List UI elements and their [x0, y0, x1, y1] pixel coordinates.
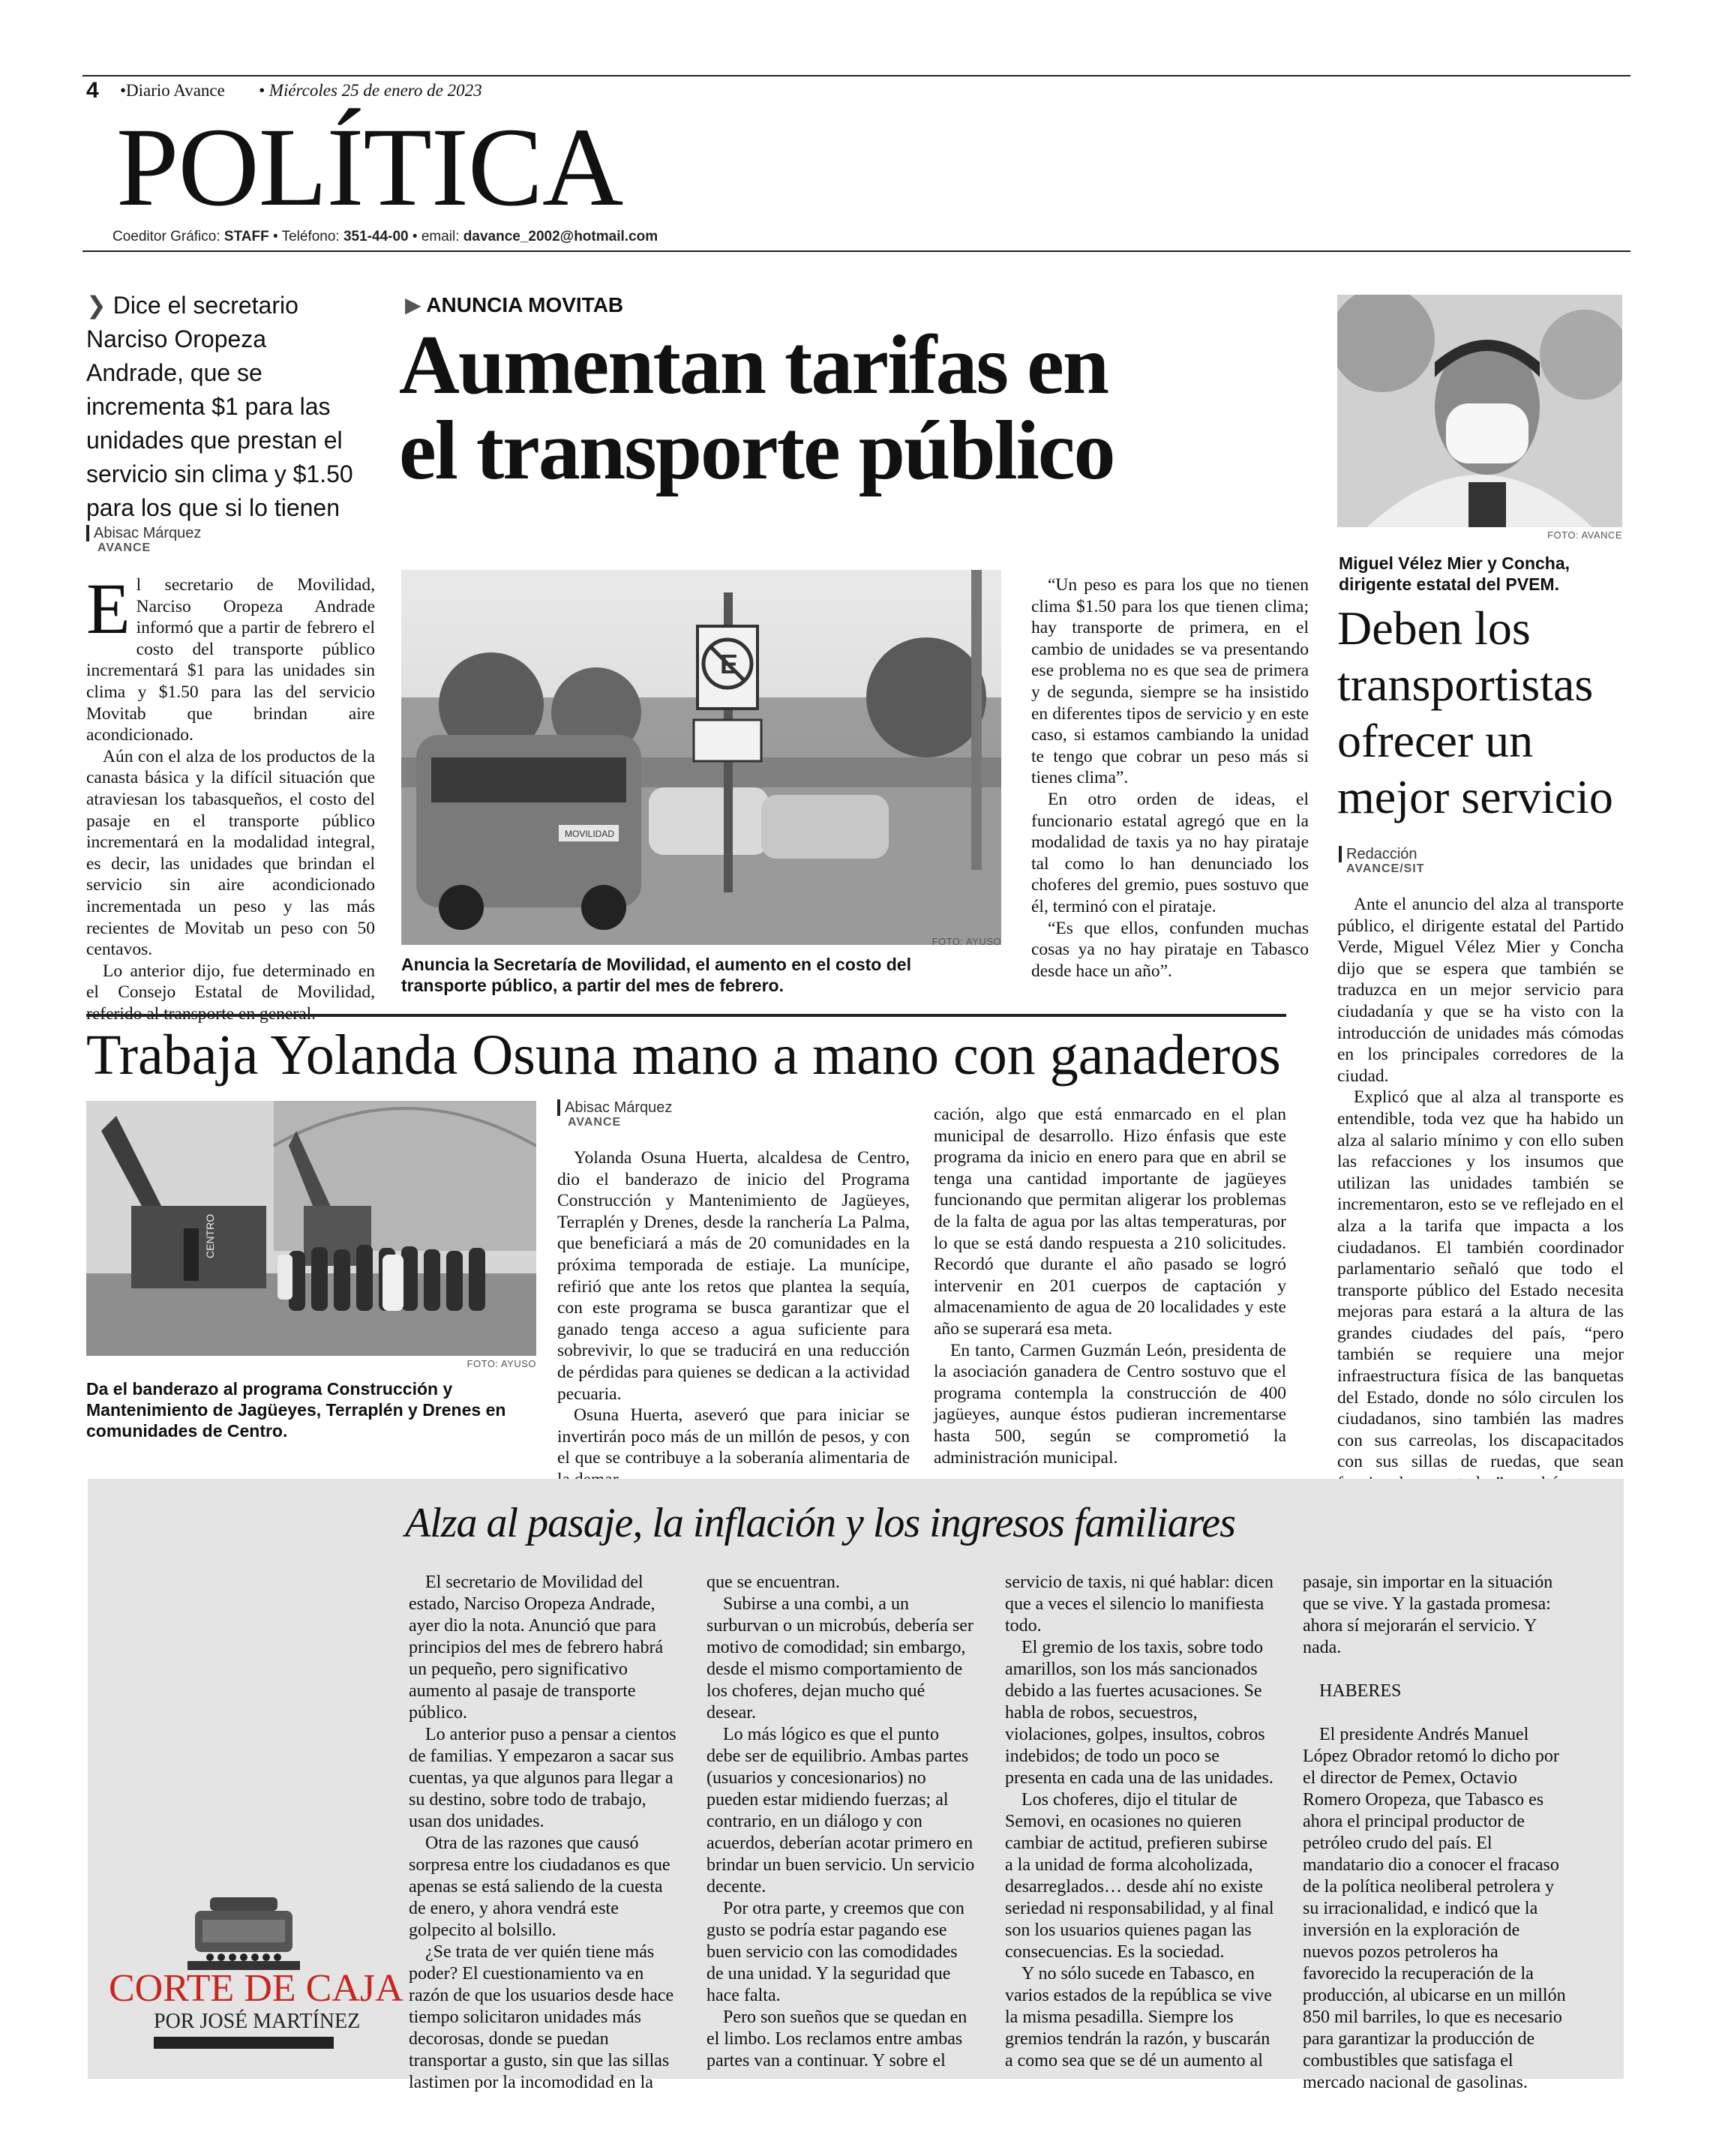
lead-summary: [86, 289, 364, 525]
op1-p2: Lo anterior puso a pensar a cientos de familias. Y empezaron a sacar sus cuentas, ya que algunos para llegar a su destino, sobre todo de trabajo, usan dos unidades.: [409, 1725, 676, 1831]
lead-col3-p2: En otro orden de ideas, el funcionario estatal agregó que en la modalidad de taxis ya no hay pirataje tal como lo han denunciado los choferes del gremio, pues sostuvo que él, terminó con el pirataje.: [1031, 789, 1309, 916]
staff-line: [112, 229, 658, 245]
second-col-2: [934, 1104, 1286, 1468]
second-byline-org: AVANCE: [568, 1116, 622, 1129]
email-label: • email:: [408, 229, 464, 244]
lead-kicker: [405, 292, 623, 317]
second-photo-caption: Da el banderazo al programa Construcción y Mantenimiento de Jagüeyes, Terraplén y Drenes en comunidades de Centro.: [86, 1379, 506, 1441]
second-col2-p1: cación, algo que está enmarcado en el plan municipal de desarrollo. Hizo énfasis que este programa da inicio en enero para que en abril se tenga una cantidad importante de jagüeyes funcionando que permitan aligerar los problemas de la falta de agua por las altas temperaturas, por lo que se está dando respuesta a 210 solicitudes. Recordó que durante el año pasado se logró intervenir en 201 cuerpos de captación y almacenamiento de agua de 20 localidades y este año se superará esa meta.: [934, 1105, 1286, 1339]
lead-col1-p3: Lo anterior dijo, fue determinado en el Consejo Estatal de Movilidad,: [86, 961, 375, 1003]
portrait-photo: [1337, 295, 1622, 527]
phone-label: • Teléfono:: [268, 229, 344, 244]
op3-p4: Y no sólo sucede en Tabasco, en varios estados de la república se vive la misma pesadilla. Siempre los gremios tendrán la razón, y buscarán a como sea que se dé un aumento al: [1005, 1964, 1272, 2071]
section-title: POLÍTICA: [116, 105, 623, 229]
lead-byline: [86, 525, 201, 555]
lead-col1-p2: Aún con el alza de los productos de la canasta básica y la difícil situación que atraviesan los tabasqueños, el costo del pasaje en el transporte público incrementará en la modalidad integral, es decir, las unidades que brindan el servicio sin aire acondicionado incrementada un peso y las más recientes de Movitab un peso con 50 centavos.: [86, 746, 375, 960]
lead-photo-credit: FOTO: AYUSO: [932, 936, 1001, 947]
email-address: davance_2002@hotmail.com: [463, 229, 658, 244]
kicker-text: ANUNCIA MOVITAB: [426, 293, 624, 316]
lead-photo: [401, 570, 1001, 945]
second-col1-p1: Yolanda Osuna Huerta, alcaldesa de Centro, dio el banderazo de inicio del Programa Construcción y Mantenimiento de Jagüeyes, Terraplén y Drenes, desde la ranchería La Palma, que beneficiará a más de 20 comunidades en la próxima temporada de estiaje. La munícipe, refirió que ante los retos que plantea la sequía, con este programa se busca garantizar que el ganado tenga acceso a agua suficiente para sobrevivir, lo que se traducirá en una reducción de pérdidas para quienes se dedican a la actividad pecuaria.: [557, 1148, 910, 1404]
phone-number: 351-44-00: [343, 229, 409, 244]
staff-name: STAFF: [224, 229, 269, 244]
second-headline: Trabaja Yolanda Osuna mano a mano con ganaderos: [86, 1024, 1281, 1087]
page-number: 4: [86, 78, 99, 103]
second-col1-p2: Osuna Huerta, aseveró que para iniciar se invertirán poco más de un millón de pesos, y con el que se contribuye a la soberanía alimentaria de: [557, 1405, 910, 1468]
op4-p2: El presidente Andrés Manuel López Obrador retomó lo dicho por el director de Pemex, Octavio Romero Oropeza, que Tabasco es ahora el principal productor de petróleo crudo del país. El mandatario dio a conocer el fracaso de la política neoliberal petrolera y su irracionalidad, e indicó que la inversión en la exploración de nuevos pozos petroleros ha favorecido la recuperación de la producción, al ubicarse en un millón 850 mil barriles, lo que es necesario para garantizar la producción de combustibles que satisfaga el mercado nacional de gasolinas.: [1303, 1725, 1566, 2092]
op4-p1: pasaje, sin importar en la situación que se vive. Y la gastada promesa: ahora sí mejorarán el servicio. Y nada.: [1303, 1573, 1553, 1657]
op4-subhead: HABERES: [1319, 1681, 1402, 1701]
opinion-title: Alza al pasaje, la inflación y los ingresos familiares: [405, 1500, 1235, 1546]
dropcap: E: [86, 568, 130, 649]
byline-name: Abisac Márquez: [86, 525, 201, 541]
byline-org: AVANCE: [98, 541, 152, 554]
summary-text: Dice el secretario Narciso Oropeza Andrade, que se incrementa $1 para las unidades que prestan el servicio sin clima y $1.50 para los que si lo tienen: [86, 292, 353, 521]
staff-prefix: Coeditor Gráfico:: [112, 229, 220, 244]
side-body: [1337, 894, 1624, 1495]
typewriter-icon: [98, 1882, 382, 1972]
side-photo: [1337, 295, 1622, 527]
op3-p3: Los choferes, dijo el titular de Semovi, en ocasiones no quieren cambiar de actitud, prefieren subirse a la unidad de forma alcoholizada, desarreglados… desde ahí no existe seriedad ni responsabilidad, y al final son los usuarios quienes pagan las consecuencias. Es la sociedad.: [1005, 1790, 1274, 1962]
op1-p3: Otra de las razones que causó sorpresa entre los ciudadanos es que apenas se está saliendo de la cuesta de enero, y ahora vendrá este golpecito al bolsillo.: [409, 1834, 670, 1940]
lead-headline: [399, 319, 1299, 497]
op2-p4: Por otra parte, y creemos que con gusto se podría estar pagando ese buen servicio con las comodidades de una unidad. Y la seguridad que hace falta.: [706, 1899, 964, 2005]
side-byline-org: AVANCE/SIT: [1346, 862, 1425, 875]
second-col2-p2: En tanto, Carmen Guzmán León, presidenta de la asociación ganadera de Centro sostuvo que el programa contempla la construcción de 400 jagüeyes, aunque éstos pudieran incrementarse hasta 500, según se comprometió la administración municipal.: [934, 1340, 1286, 1468]
headline-line-2: el transporte público: [399, 404, 1114, 497]
second-byline: [557, 1099, 672, 1129]
op2-p1: que se encuentran.: [706, 1573, 840, 1592]
opinion-col-3: [1005, 1572, 1275, 2072]
issue-date: • Miércoles 25 de enero de 2023: [259, 81, 482, 100]
opinion-col-1: [409, 1572, 679, 2094]
machine-label: CENTRO: [204, 1213, 216, 1258]
opinion-col-4: [1303, 1572, 1573, 2094]
headline-line-1: Aumentan tarifas en: [399, 319, 1108, 412]
svg-text:E: E: [720, 649, 739, 679]
logo-author: POR JOSÉ MARTÍNEZ: [154, 2010, 361, 2033]
side-headline: Deben los transportistas ofrecer un mejor servicio: [1337, 601, 1613, 823]
side-photo-credit: FOTO: AVANCE: [1547, 529, 1622, 541]
lead-col-1: [86, 568, 375, 1024]
op2-p5: Pero son sueños que se quedan en el limbo. Los reclamos entre ambas partes van a continuar. Y sobre el: [706, 2008, 968, 2071]
ceremony-photo: [86, 1101, 536, 1356]
side-byline-name: Redacción: [1339, 846, 1425, 862]
op1-p1: El secretario de Movilidad del estado, Narciso Oropeza Andrade, ayer dio la nota. Anunció que para principios del mes de febrero habrá un pequeño, pero significativo aumento al pasaje de transporte público.: [409, 1573, 664, 1723]
second-byline-name: Abisac Márquez: [557, 1099, 672, 1116]
logo-title: CORTE DE CAJA: [109, 1967, 404, 2010]
paper-name: •Diario Avance: [120, 81, 225, 100]
op1-p4: ¿Se trata de ver quién tiene más poder? El cuestionamiento va en razón de que los usuarios desde hace tiempo solicitaron unidades más decorosas, donde se puedan transportar a gusto, sin que las sillas lastimen por la incomodidad en la: [409, 1942, 674, 2092]
lead-col-3: [1031, 574, 1309, 982]
side-byline: [1339, 846, 1425, 876]
lead-col1-p1: l secretario de Movilidad, Narciso Oropeza Andrade informó que a partir de febrero el costo del transporte público incrementará $1 para las unidades sin clima y $1.50 para las del servicio Movitab que brindan aire acondicionado.: [86, 575, 375, 745]
second-photo: [86, 1101, 536, 1356]
lead-photo-caption: Anuncia la Secretaría de Movilidad, el aumento en el costo del transporte público, a partir del mes de febrero.: [401, 955, 911, 995]
op2-p3: Lo más lógico es que el punto debe ser de equilibrio. Ambas partes (usuarios y concesionarios) no pueden estar midiendo fuerzas; al contrario, en un diálogo y con acuerdos, deberían acotar primero en brindar un buen servicio. Un servicio decente.: [706, 1725, 975, 1897]
lead-col3-p1: “Un peso es para los que no tienen clima $1.50 para los que tienen clima; hay transporte de primera, en el cambio de unidades se va presentando ese problema no es que sea de primera y de segunda, siempre se ha insistido en diferentes tipos de servicio y en este caso, si estamos cambiando la unidad te tengo que cobrar un peso más si tienes clima”.: [1031, 575, 1309, 788]
opinion-col-2: [706, 1572, 976, 2072]
corte-de-caja-logo: [98, 1882, 404, 2033]
side-photo-caption: Miguel Vélez Mier y Concha, dirigente estatal del PVEM.: [1339, 553, 1570, 594]
side-p1: Ante el anuncio del alza al transporte público, el dirigente estatal del Partido Verde, Miguel Vélez Mier y Concha dijo que se espera que también se traduzca en un mejor servicio para ciudadanía y que se ha visto con la introducción de unidades más cómodas en los principales corredores de la ciudad.: [1337, 895, 1624, 1086]
op2-p2: Subirse a una combi, a un surburvan o un microbús, debería ser motivo de comodidad; sin embargo, desde el mismo comportamiento de los choferes, dejan mucho qué desear.: [706, 1594, 974, 1723]
bus-street-photo: [401, 570, 1001, 945]
kicker-triangle-icon: ▶: [405, 293, 427, 316]
summary-marker-icon: ❯: [86, 292, 113, 319]
second-col-1: [557, 1147, 910, 1491]
side-p2: Explicó que al alza al transporte es entendible, toda vez que ha habido un alza al salario mínimo y con ello suben las refacciones y los insumos que utilizan las unidades también se incrementaron, esto se ve reflejado en el alza a la tarifa que impacta a los ciudadanos. El también coordinador parlamentario señaló que todo el transporte público del Estado necesita mejoras para estará a la altura de las grandes ciudades del país, “pero también se requiere una mejor infraestructura física de las banquetas del Estado, donde no sólo circulen los ciudadanos, sino también las madres con sus carreolas, los discapacitados con sus sillas de ruedas, que sean: [1337, 1087, 1624, 1472]
lead-col3-p3: “Es que ellos, confunden muchas cosas ya no hay pirataje en Tabasco desde hace un año”.: [1031, 918, 1309, 981]
op3-p2: El gremio de los taxis, sobre todo amarillos, son los más sancionados debido a las fuertes acusaciones. Se habla de robos, secuestros, violaciones, golpes, insultos, cobros indebidos; de todo un poco se presenta en cada una de las unidades.: [1005, 1638, 1274, 1788]
op3-p1: servicio de taxis, ni qué hablar: dicen que a veces el silencio lo manifiesta todo.: [1005, 1573, 1274, 1636]
van-label: MOVILIDAD: [565, 829, 615, 839]
second-photo-credit: FOTO: AYUSO: [466, 1358, 536, 1369]
